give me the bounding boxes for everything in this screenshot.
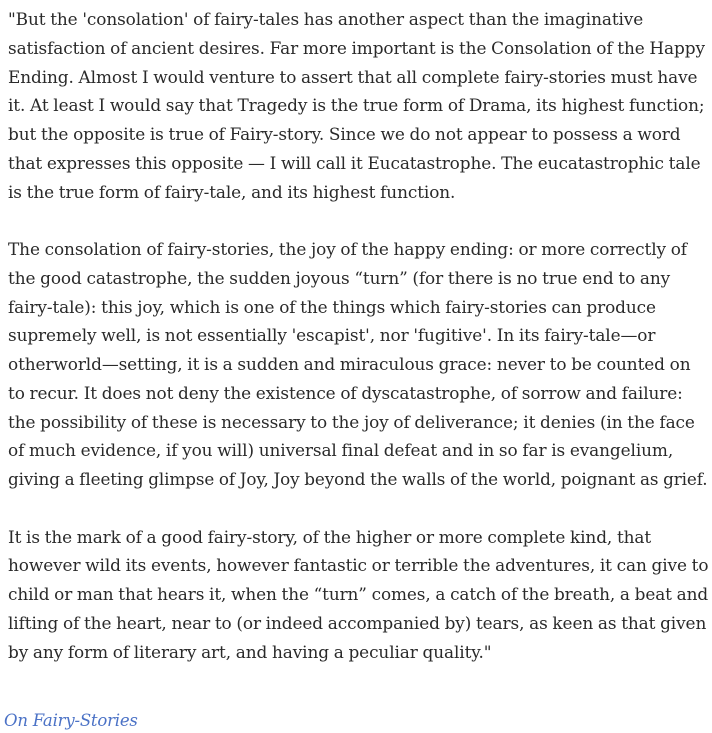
quote-line: giving a fleeting glimpse of Joy, Joy beyond the walls of the world, poignant as grief. xyxy=(8,469,708,489)
quote-line: to recur. It does not deny the existence of dyscatastrophe, of sorrow and failure: xyxy=(8,382,683,403)
quote-line: it. At least I would say that Tragedy is the true form of Drama, its highest function; xyxy=(8,95,705,116)
quote-line: the possibility of these is necessary to the joy of deliverance; it denies (in the face xyxy=(8,411,695,432)
quote-line: by any form of literary art, and having a peculiar quality." xyxy=(8,641,492,662)
quote-line: is the true form of fairy-tale, and its highest function. xyxy=(8,181,456,202)
quote-paragraph-1 xyxy=(8,5,708,206)
quote-line: however wild its events, however fantastic or terrible the adventures, it can give to xyxy=(8,555,709,576)
source-link[interactable]: On Fairy-Stories xyxy=(4,711,138,730)
quote-line: lifting of the heart, near to (or indeed accompanied by) tears, as keen as that given xyxy=(8,612,707,633)
quote-line: satisfaction of ancient desires. Far more important is the Consolation of the Happy xyxy=(8,37,705,58)
quote-paragraph-3 xyxy=(8,523,708,667)
quote-line: Ending. Almost I would venture to assert that all complete fairy-stories must have xyxy=(8,66,698,87)
quote-line: but the opposite is true of Fairy-story. Since we do not appear to possess a word xyxy=(8,124,681,144)
quote-line: of much evidence, if you will) universal final defeat and in so far is evangelium, xyxy=(8,440,674,461)
quote-paragraph-2 xyxy=(8,235,708,494)
quote-line: that expresses this opposite — I will call it Eucatastrophe. The eucatastrophic tale xyxy=(8,152,701,173)
quote-line: fairy-tale): this joy, which is one of the things which fairy-stories can produce xyxy=(8,296,656,317)
quote-line: otherworld—setting, it is a sudden and miraculous grace: never to be counted on xyxy=(8,354,691,374)
quote-line: It is the mark of a good fairy-story, of the higher or more complete kind, that xyxy=(8,526,652,547)
quote-line: supremely well, is not essentially 'escapist', nor 'fugitive'. In its fairy-tale—or xyxy=(8,325,656,346)
quote-block xyxy=(8,5,708,695)
quote-line: "But the 'consolation' of fairy-tales has another aspect than the imaginative xyxy=(8,9,644,29)
quote-line: The consolation of fairy-stories, the joy of the happy ending: or more correctly of xyxy=(8,239,687,259)
quote-line: the good catastrophe, the sudden joyous “turn” (for there is no true end to any xyxy=(8,267,671,288)
quote-line: child or man that hears it, when the “turn” comes, a catch of the breath, a beat and xyxy=(8,584,709,604)
